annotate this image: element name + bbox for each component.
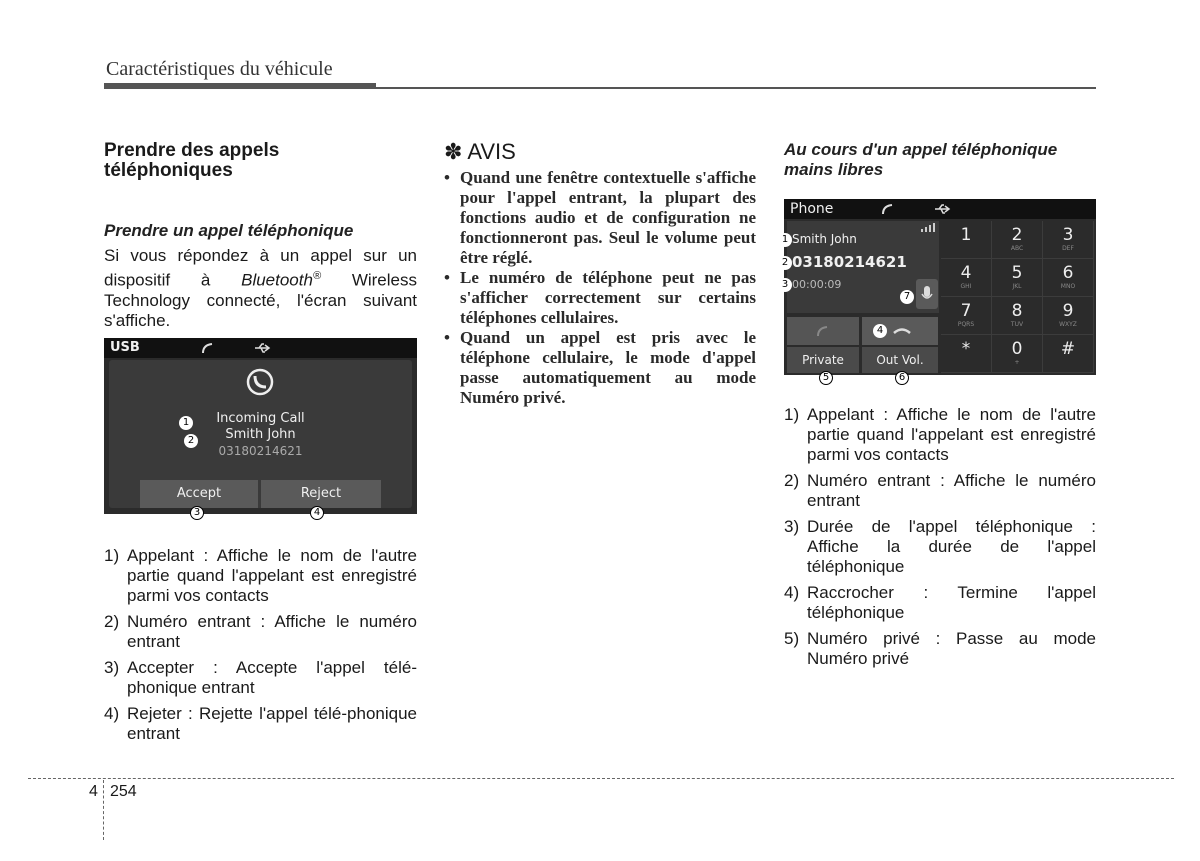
footer-rule	[28, 778, 1174, 779]
subheading-line: mains libres	[784, 160, 884, 179]
keypad-letters: TUV	[1010, 321, 1024, 328]
item-text: Numéro privé : Passe au mode Numéro privé	[807, 629, 1096, 668]
item-number: 2)	[784, 471, 800, 490]
keypad-key[interactable]	[941, 259, 992, 297]
keypad-letters: MNO	[1060, 283, 1076, 290]
keypad-letters: WXYZ	[1059, 321, 1077, 328]
keypad-key[interactable]	[992, 297, 1043, 335]
item-number: 3)	[104, 658, 120, 677]
notice-item: • Quand un appel est pris avec le téléphone cellulaire, le mode d'appel passe automatiquement au mode Numéro privé.	[444, 328, 756, 408]
keypad-key[interactable]	[992, 221, 1043, 259]
item-number: 4)	[784, 583, 800, 602]
item-text: Raccrocher : Termine l'appel téléphonique	[807, 583, 1096, 622]
list-item	[104, 546, 417, 606]
notice-item: • Quand une fenêtre contextuelle s'affiche pour l'appel entrant, la plupart des fonctions audio et de configuration ne fonctionneront pas. Seul le volume peut être réglé.	[444, 168, 756, 268]
item-number: 5)	[784, 629, 800, 648]
signal-icon	[920, 223, 936, 233]
call-duration: 00:00:09	[792, 278, 842, 291]
mic-icon	[916, 279, 938, 309]
keypad-key[interactable]	[1043, 297, 1094, 335]
section-heading	[104, 141, 424, 181]
header-rule	[104, 83, 376, 89]
keypad-digit: 6	[1062, 263, 1074, 283]
subheading: Prendre un appel téléphonique	[104, 221, 354, 240]
keypad-key[interactable]	[1043, 259, 1094, 297]
incoming-call-label: Incoming Call	[216, 411, 305, 426]
accept-button[interactable]: Accept	[140, 480, 258, 508]
phone-icon	[880, 203, 894, 215]
callout-marker: 1	[179, 416, 193, 430]
keypad-digit: 9	[1062, 301, 1074, 321]
list-item	[784, 517, 1096, 577]
call-circle-icon	[245, 367, 275, 397]
intro-text: Wireless Technology connecté, l'écran suivant s'affiche.	[104, 270, 417, 330]
item-text: Rejeter : Rejette l'appel télé-phonique entrant	[127, 704, 417, 743]
keypad-digit: 0	[1011, 339, 1023, 359]
list-item	[104, 612, 417, 652]
item-number: 2)	[104, 612, 120, 631]
keypad-letters: JKL	[1012, 283, 1022, 290]
header-rule-thin	[376, 87, 1096, 89]
callout-marker: 3	[190, 506, 204, 520]
private-button[interactable]: Private	[787, 347, 859, 373]
keypad-key[interactable]	[1043, 335, 1094, 373]
keypad-key[interactable]	[941, 221, 992, 259]
answer-button[interactable]	[787, 317, 859, 345]
chapter-number: 4	[89, 783, 98, 800]
list-item	[784, 471, 1096, 511]
keypad-digit: #	[1060, 339, 1076, 359]
keypad-digit: 1	[960, 225, 972, 245]
intro-paragraph	[104, 246, 417, 331]
item-text: Numéro entrant : Affiche le numéro entrant	[807, 471, 1096, 510]
mic-mute-button[interactable]	[916, 279, 938, 309]
callout-marker: 2	[778, 256, 792, 270]
list-item	[784, 583, 1096, 623]
keypad-digit: 5	[1011, 263, 1023, 283]
keypad-digit: 7	[960, 301, 972, 321]
incoming-call-screen	[104, 338, 417, 514]
keypad-letters: GHI	[960, 283, 972, 290]
notice-list	[444, 168, 756, 408]
keypad-letters: +	[1014, 359, 1020, 366]
item-number: 3)	[784, 517, 800, 536]
keypad-letters: PQRS	[957, 321, 975, 328]
handsfree-call-legend	[784, 405, 1096, 675]
list-item	[784, 629, 1096, 669]
caller-name: Smith John	[225, 427, 296, 442]
keypad-letters: DEF	[1062, 245, 1074, 252]
item-text: Appelant : Affiche le nom de l'autre partie quand l'appelant est enregistré parmi vos contacts	[127, 546, 417, 605]
callout-marker: 4	[873, 324, 887, 338]
callout-marker: 5	[819, 371, 833, 385]
subheading	[784, 140, 1104, 180]
callout-marker: 3	[778, 278, 792, 292]
item-number: 1)	[104, 546, 120, 565]
keypad-digit: 3	[1062, 225, 1074, 245]
keypad-key[interactable]	[992, 259, 1043, 297]
keypad-key[interactable]	[941, 335, 992, 373]
tab-phone[interactable]: Phone	[790, 201, 834, 217]
footer-divider	[103, 780, 104, 840]
hang-up-icon	[892, 326, 912, 336]
keypad-digit: *	[961, 339, 971, 359]
keypad-key[interactable]	[992, 335, 1043, 373]
out-vol-button[interactable]: Out Vol.	[862, 347, 938, 373]
reject-button[interactable]: Reject	[261, 480, 381, 508]
heading-line: Prendre des appels	[104, 140, 280, 161]
item-number: 4)	[104, 704, 120, 723]
usb-icon	[934, 204, 950, 214]
page-number: 254	[110, 783, 137, 800]
keypad-digit: 2	[1011, 225, 1023, 245]
running-header: Caractéristiques du véhicule	[106, 58, 333, 80]
registered-mark: ®	[312, 270, 322, 282]
caller-number: 03180214621	[218, 444, 303, 458]
callout-marker: 1	[778, 233, 792, 247]
keypad-digit: 4	[960, 263, 972, 283]
caller-name: Smith John	[792, 232, 857, 246]
notice-item: • Le numéro de téléphone peut ne pas s'afficher correctement sur certains téléphones cellulaires.	[444, 268, 756, 328]
callout-marker: 4	[310, 506, 324, 520]
item-text: Accepter : Accepte l'appel télé-phonique entrant	[127, 658, 417, 697]
item-text: Appelant : Affiche le nom de l'autre partie quand l'appelant est enregistré parmi vos contacts	[807, 405, 1096, 464]
item-number: 1)	[784, 405, 800, 424]
usb-icon	[254, 343, 270, 353]
incoming-call-legend	[104, 546, 417, 750]
notice-title: ✽ AVIS	[444, 139, 516, 164]
bluetooth-term: Bluetooth	[241, 270, 313, 290]
keypad-key[interactable]	[1043, 221, 1094, 259]
heading-line: téléphoniques	[104, 160, 233, 181]
item-text: Numéro entrant : Affiche le numéro entrant	[127, 612, 417, 651]
callout-marker: 7	[900, 290, 914, 304]
list-item	[784, 405, 1096, 465]
list-item	[104, 658, 417, 698]
dial-keypad	[941, 221, 1094, 373]
handsfree-call-screen	[781, 199, 1096, 375]
caller-number: 03180214621	[792, 253, 907, 271]
list-item	[104, 704, 417, 744]
item-text: Durée de l'appel téléphonique : Affiche la durée de l'appel téléphonique	[807, 517, 1096, 576]
tab-usb[interactable]: USB	[110, 340, 140, 355]
callout-marker: 2	[184, 434, 198, 448]
phone-answer-icon	[815, 325, 831, 337]
subheading-line: Au cours d'un appel téléphonique	[784, 140, 1058, 159]
phone-icon	[200, 342, 214, 354]
keypad-letters: ABC	[1010, 245, 1024, 252]
keypad-key[interactable]	[941, 297, 992, 335]
keypad-digit: 8	[1011, 301, 1023, 321]
callout-marker: 6	[895, 371, 909, 385]
intro-text: Si vous répondez à un appel sur un dispositif à	[104, 246, 417, 290]
